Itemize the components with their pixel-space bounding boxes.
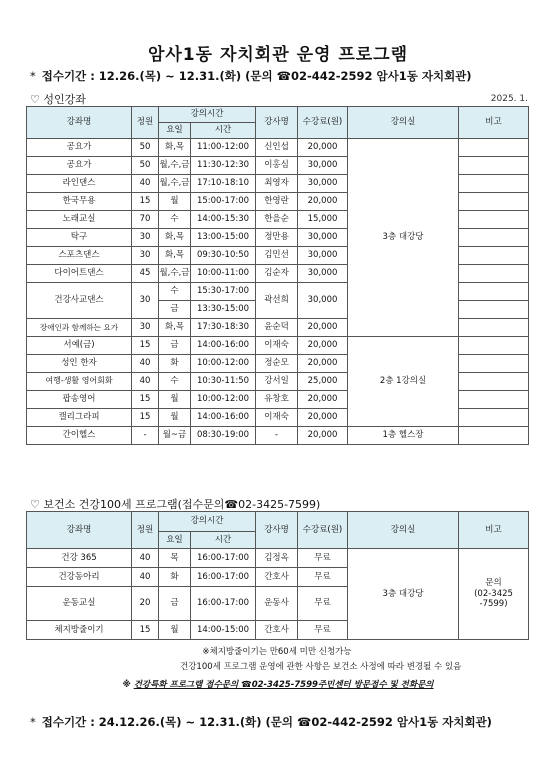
- note-cell: [459, 373, 529, 391]
- day: 금: [159, 337, 191, 355]
- day: 월: [159, 391, 191, 409]
- time: 17:10-18:10: [191, 175, 256, 193]
- time: 17:30-18:30: [191, 319, 256, 337]
- fee: 20,000: [298, 319, 348, 337]
- capacity: 40: [132, 549, 159, 568]
- course-name: 캘리그라피: [27, 409, 132, 427]
- reception-period-bottom: [30, 714, 492, 730]
- reception-text: 접수기간 : 12.26.(목) ~ 12.31.(화) (문의 ☎02-442-2592 암사1동 자치회관): [41, 69, 472, 83]
- course-name: 스포츠댄스: [27, 247, 132, 265]
- time: 13:30-15:00: [191, 301, 256, 319]
- bullet: *: [30, 715, 36, 729]
- header-schedule: 강의시간: [159, 512, 256, 532]
- day: 월: [159, 409, 191, 427]
- note-cell: [459, 175, 529, 193]
- capacity: 40: [132, 355, 159, 373]
- fee: 20,000: [298, 193, 348, 211]
- day: 수: [159, 211, 191, 229]
- time: 10:00-11:00: [191, 265, 256, 283]
- note-cell: [459, 211, 529, 229]
- header-instructor: 강사명: [256, 512, 298, 549]
- time: 16:00-17:00: [191, 549, 256, 568]
- day: 월,수,금: [159, 175, 191, 193]
- section-adult-heading: ♡ 성인강좌: [30, 93, 86, 106]
- capacity: 70: [132, 211, 159, 229]
- day: 월,수,금: [159, 157, 191, 175]
- room-main-hall: 3층 대강당: [348, 549, 459, 640]
- fee: 30,000: [298, 283, 348, 319]
- note-cell: [459, 319, 529, 337]
- contact-note-text: 문의 (02-3425 -7599): [474, 578, 513, 610]
- course-name: 건강사교댄스: [27, 283, 132, 319]
- fee: 무료: [298, 621, 348, 640]
- time: 10:00-12:00: [191, 391, 256, 409]
- course-name: 탁구: [27, 229, 132, 247]
- footnote-mark: ※: [122, 680, 134, 690]
- capacity: -: [132, 427, 159, 445]
- day: 월~금: [159, 427, 191, 445]
- header-time: 시간: [191, 123, 256, 139]
- fee: 30,000: [298, 247, 348, 265]
- header-capacity: 정원: [132, 107, 159, 139]
- time: 11:00-12:00: [191, 139, 256, 157]
- course-name: 서예(금): [27, 337, 132, 355]
- note-cell: [459, 193, 529, 211]
- fee: 20,000: [298, 355, 348, 373]
- time: 16:00-17:00: [191, 587, 256, 621]
- instructor: 한을순: [256, 211, 298, 229]
- instructor: 윤순덕: [256, 319, 298, 337]
- table-row: [27, 139, 529, 157]
- instructor: 김정옥: [256, 549, 298, 568]
- table-row: [27, 549, 529, 568]
- time: 14:00-15:30: [191, 211, 256, 229]
- header-day: 요일: [159, 123, 191, 139]
- course-name: 라인댄스: [27, 175, 132, 193]
- time: 14:00-16:00: [191, 337, 256, 355]
- health-program-table: [26, 511, 529, 640]
- capacity: 15: [132, 621, 159, 640]
- course-name: 성인 한자: [27, 355, 132, 373]
- note-cell: [459, 337, 529, 355]
- course-name: 간이헬스: [27, 427, 132, 445]
- course-name: 여행-생활 영어회화: [27, 373, 132, 391]
- table-row: [27, 337, 529, 355]
- instructor: 한영란: [256, 193, 298, 211]
- instructor: 이홍심: [256, 157, 298, 175]
- header-schedule: 강의시간: [159, 107, 256, 123]
- course-name: 건강 365: [27, 549, 132, 568]
- room-main-hall: 3층 대강당: [348, 139, 459, 337]
- fee: 30,000: [298, 157, 348, 175]
- day: 화: [159, 355, 191, 373]
- header-fee: 수강료(원): [298, 107, 348, 139]
- adult-courses-table: [26, 106, 529, 445]
- day: 화: [159, 568, 191, 587]
- fee: 20,000: [298, 337, 348, 355]
- course-name: 공요가: [27, 139, 132, 157]
- capacity: 40: [132, 568, 159, 587]
- contact-note: [459, 549, 529, 640]
- fee: 무료: [298, 549, 348, 568]
- day: 월,수,금: [159, 265, 191, 283]
- note-cell: [459, 427, 529, 445]
- section-health-heading: ♡ 보건소 건강100세 프로그램(접수문의☎02-3425-7599): [30, 498, 321, 511]
- instructor: 정만용: [256, 229, 298, 247]
- fee: 20,000: [298, 427, 348, 445]
- fee: 무료: [298, 587, 348, 621]
- time: 15:00-17:00: [191, 193, 256, 211]
- header-instructor: 강사명: [256, 107, 298, 139]
- capacity: 45: [132, 265, 159, 283]
- instructor: 간호사: [256, 621, 298, 640]
- course-name: 건강동아리: [27, 568, 132, 587]
- capacity: 50: [132, 157, 159, 175]
- capacity: 30: [132, 319, 159, 337]
- footnote-change-notice: 건강100세 프로그램 운영에 관한 사항은 보건소 사정에 따라 변경될 수 있음: [180, 662, 462, 672]
- instructor: 이재숙: [256, 409, 298, 427]
- note-cell: [459, 229, 529, 247]
- day: 화,목: [159, 319, 191, 337]
- course-name: 공요가: [27, 157, 132, 175]
- capacity: 30: [132, 229, 159, 247]
- header-note: 비고: [459, 512, 529, 549]
- note-cell: [459, 157, 529, 175]
- instructor: -: [256, 427, 298, 445]
- reception-period-top: [30, 68, 472, 84]
- day: 화,목: [159, 247, 191, 265]
- time: 16:00-17:00: [191, 568, 256, 587]
- course-name: 다이어트댄스: [27, 265, 132, 283]
- capacity: 15: [132, 409, 159, 427]
- instructor: 운동사: [256, 587, 298, 621]
- day: 목: [159, 549, 191, 568]
- header-day: 요일: [159, 532, 191, 549]
- instructor: 이재숙: [256, 337, 298, 355]
- time: 08:30-19:00: [191, 427, 256, 445]
- capacity: 15: [132, 337, 159, 355]
- time: 13:00-15:00: [191, 229, 256, 247]
- instructor: 신인섭: [256, 139, 298, 157]
- footnote-age-limit: ※체지방줄이기는 만60세 미만 신청가능: [202, 647, 352, 657]
- note-cell: [459, 391, 529, 409]
- instructor: 김순자: [256, 265, 298, 283]
- fee: 무료: [298, 568, 348, 587]
- course-name: 체지방줄이기: [27, 621, 132, 640]
- time: 10:30-11:50: [191, 373, 256, 391]
- header-room: 강의실: [348, 512, 459, 549]
- note-cell: [459, 409, 529, 427]
- course-name: 운동교실: [27, 587, 132, 621]
- day: 수: [159, 373, 191, 391]
- day: 금: [159, 301, 191, 319]
- header-room: 강의실: [348, 107, 459, 139]
- time: 14:00-15:00: [191, 621, 256, 640]
- page-title: 암사1동 자치회관 운영 프로그램: [147, 45, 409, 65]
- fee: 30,000: [298, 265, 348, 283]
- fee: 20,000: [298, 409, 348, 427]
- instructor: 강서일: [256, 373, 298, 391]
- instructor: 유창호: [256, 391, 298, 409]
- capacity: 40: [132, 373, 159, 391]
- note-cell: [459, 139, 529, 157]
- footnote-health-contact: [0, 678, 556, 690]
- note-cell: [459, 355, 529, 373]
- note-cell: [459, 265, 529, 283]
- fee: 25,000: [298, 373, 348, 391]
- time: 14:00-16:00: [191, 409, 256, 427]
- time: 11:30-12:30: [191, 157, 256, 175]
- fee: 20,000: [298, 139, 348, 157]
- table-row: [27, 427, 529, 445]
- capacity: 40: [132, 175, 159, 193]
- time: 09:30-10:50: [191, 247, 256, 265]
- day: 수: [159, 283, 191, 301]
- course-name: 노래교실: [27, 211, 132, 229]
- room-gym: 1층 헬스장: [348, 427, 459, 445]
- header-note: 비고: [459, 107, 529, 139]
- footnote-contact-text: 건강특화 프로그램 접수문의 ☎02-3425-7599주민센터 방문접수 및 전화문의: [133, 680, 434, 690]
- instructor: 최영자: [256, 175, 298, 193]
- fee: 20,000: [298, 391, 348, 409]
- day: 월: [159, 193, 191, 211]
- capacity: 15: [132, 193, 159, 211]
- capacity: 30: [132, 247, 159, 265]
- capacity: 30: [132, 283, 159, 319]
- header-course: 강좌명: [27, 107, 132, 139]
- time: 10:00-12:00: [191, 355, 256, 373]
- course-name: 팝송영어: [27, 391, 132, 409]
- instructor: 정순모: [256, 355, 298, 373]
- header-fee: 수강료(원): [298, 512, 348, 549]
- issue-date: 2025. 1.: [490, 94, 528, 104]
- time: 15:30-17:00: [191, 283, 256, 301]
- capacity: 50: [132, 139, 159, 157]
- bullet: *: [30, 69, 36, 83]
- course-name: 장애인과 함께하는 요가: [27, 319, 132, 337]
- fee: 30,000: [298, 229, 348, 247]
- fee: 15,000: [298, 211, 348, 229]
- reception-text: 접수기간 : 24.12.26.(목) ~ 12.31.(화) (문의 ☎02-442-2592 암사1동 자치회관): [41, 715, 492, 729]
- day: 월: [159, 621, 191, 640]
- fee: 30,000: [298, 175, 348, 193]
- header-capacity: 정원: [132, 512, 159, 549]
- day: 화,목: [159, 139, 191, 157]
- header-course: 강좌명: [27, 512, 132, 549]
- room-classroom-1: 2층 1강의실: [348, 337, 459, 427]
- note-cell: [459, 283, 529, 301]
- header-time: 시간: [191, 532, 256, 549]
- course-name: 한국무용: [27, 193, 132, 211]
- capacity: 15: [132, 391, 159, 409]
- instructor: 간호사: [256, 568, 298, 587]
- day: 금: [159, 587, 191, 621]
- day: 화,목: [159, 229, 191, 247]
- note-cell: [459, 247, 529, 265]
- capacity: 20: [132, 587, 159, 621]
- instructor: 김민선: [256, 247, 298, 265]
- instructor: 곽선희: [256, 283, 298, 319]
- note-cell: [459, 301, 529, 319]
